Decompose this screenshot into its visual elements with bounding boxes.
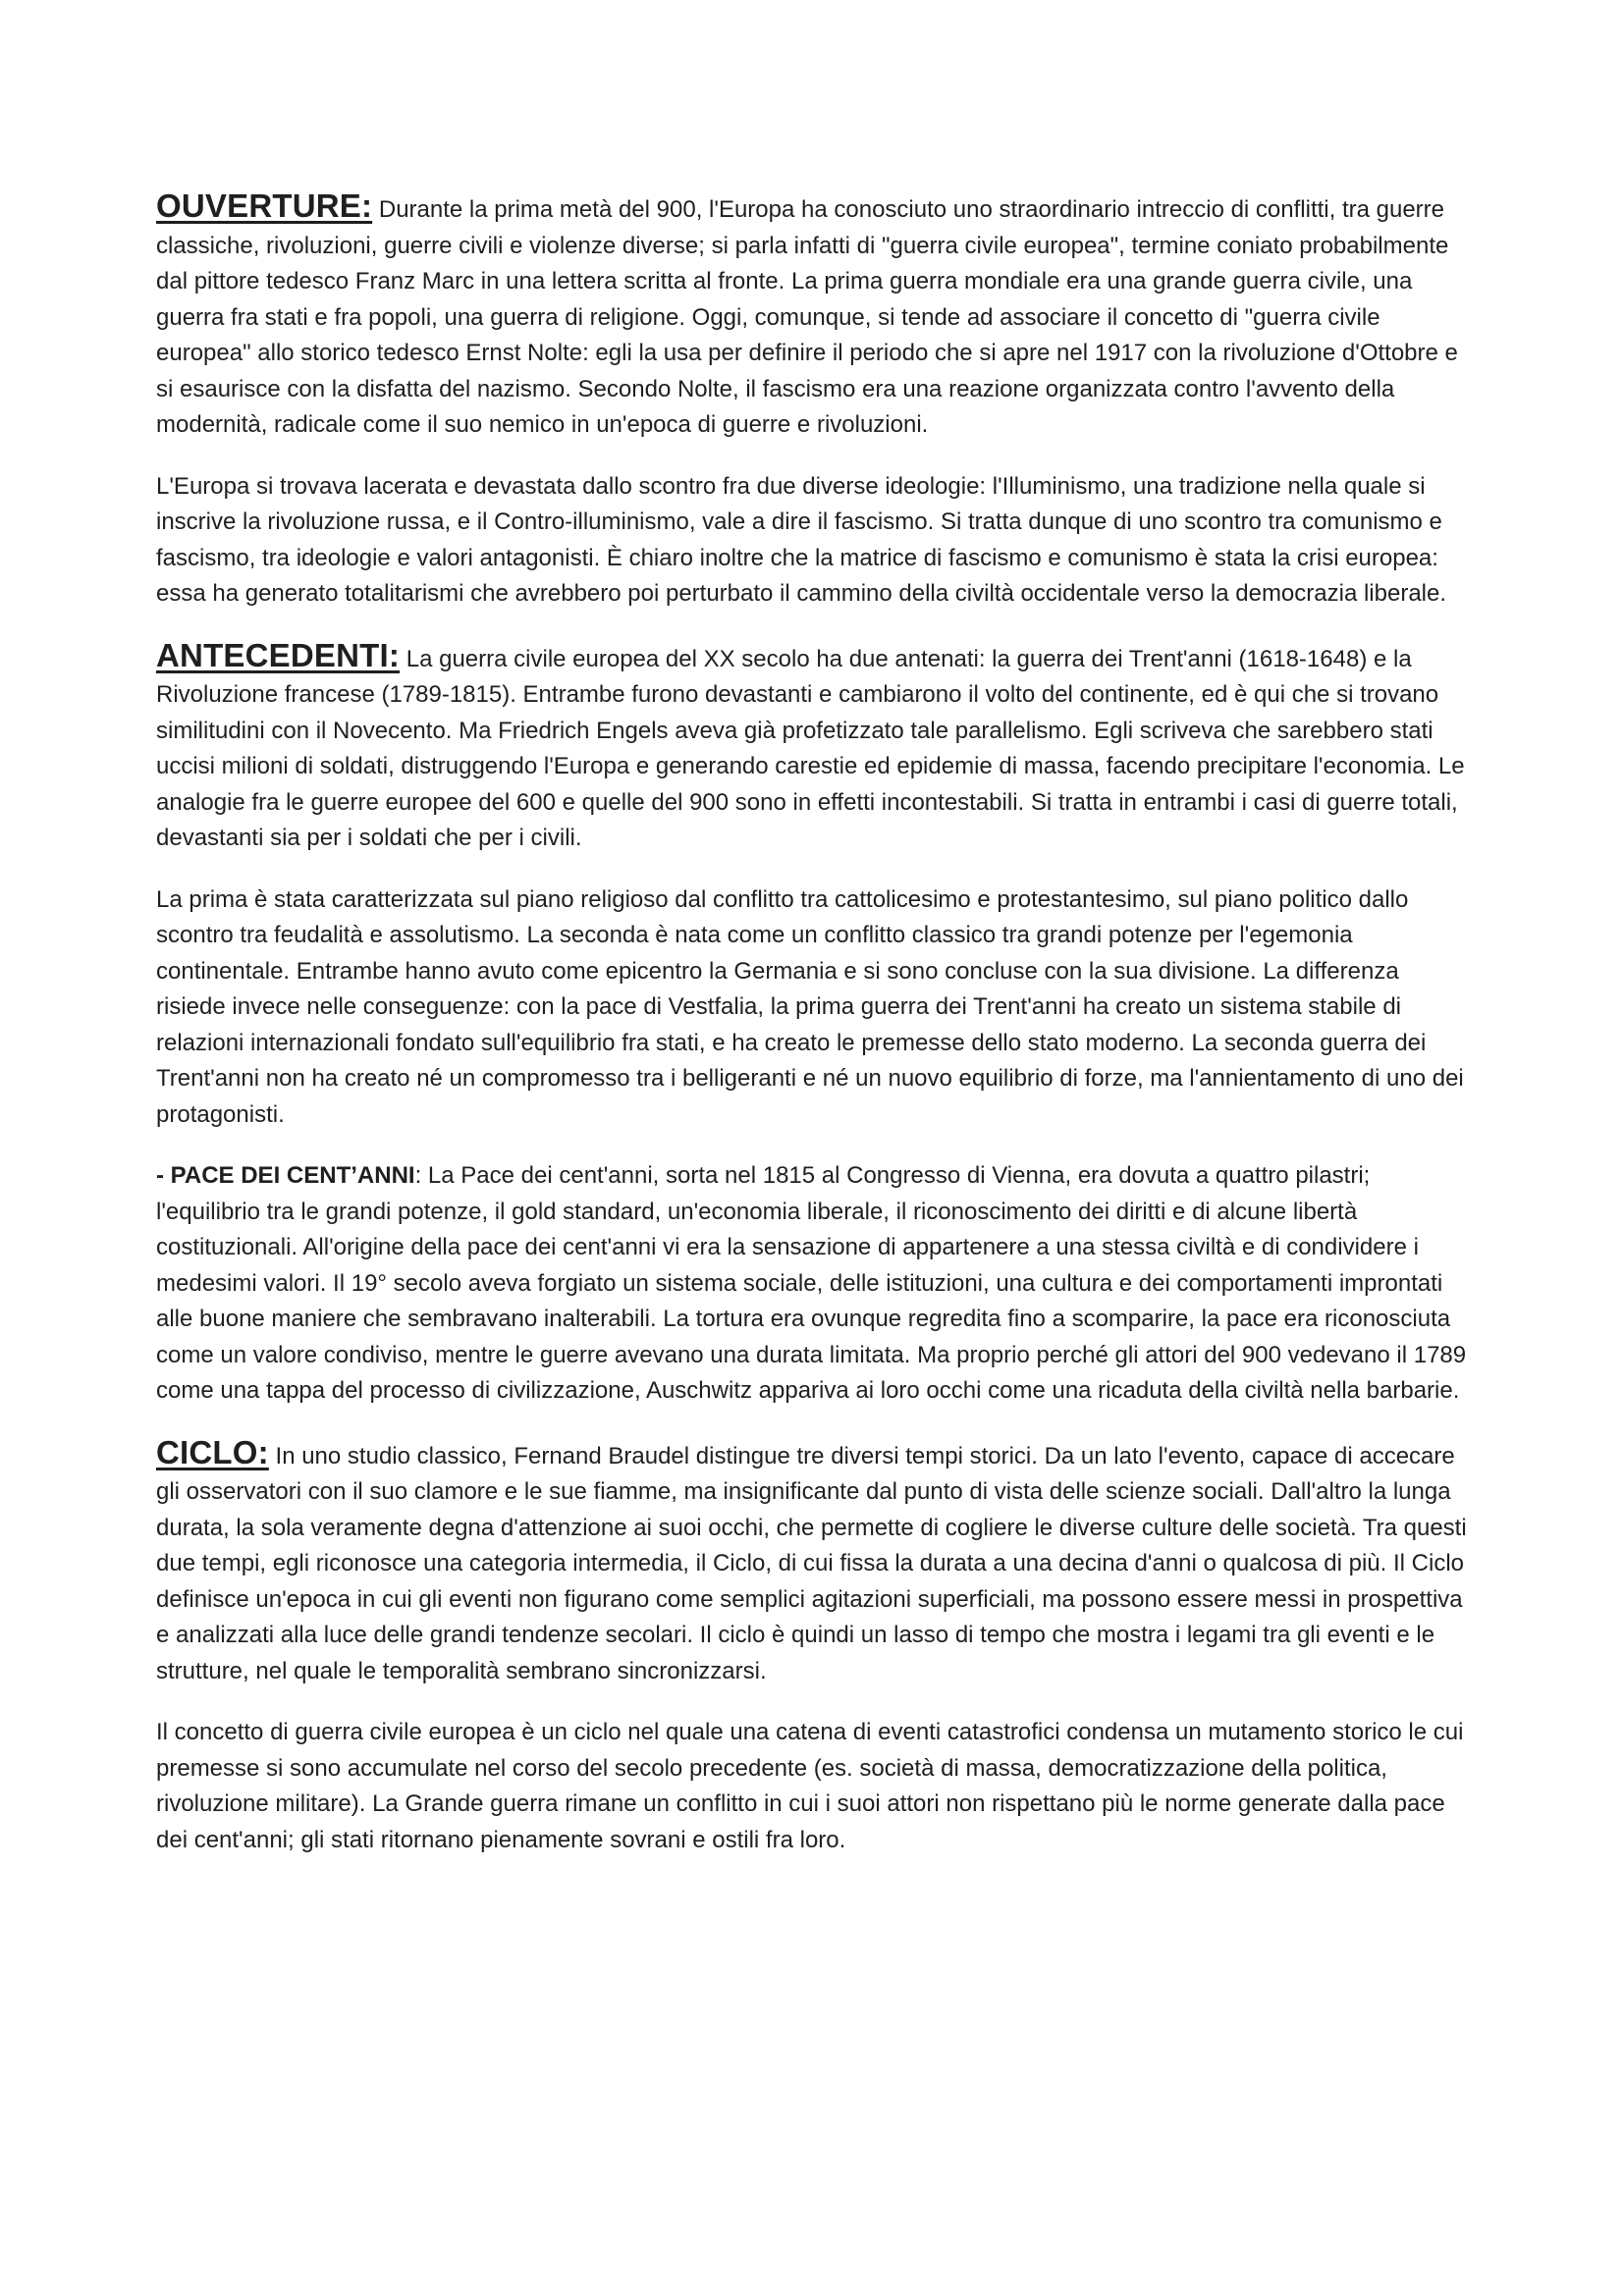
- ciclo-paragraph-2: Il concetto di guerra civile europea è un ciclo nel quale una catena di eventi catastrofici condensa un mutamento storico le cui premesse si sono accumulate nel corso del secolo precedente (es. società di massa, democratizzazione della politica, rivoluzione militare). La Grande guerra rimane un conflitto in cui i suoi attori non rispettano più le norme generate dalla pace dei cent'anni; gli stati ritornano pienamente sovrani e ostili fra loro.: [156, 1719, 1464, 1853]
- ouverture-paragraph: [156, 188, 1472, 444]
- document-body: [156, 188, 1472, 1884]
- pace-text: : La Pace dei cent'anni, sorta nel 1815 al Congresso di Vienna, era dovuta a quattro pilastri; l'equilibrio tra le grandi potenze, il gold standard, un'economia liberale, il riconoscimento dei diritti e di alcune libertà costituzionali. All'origine della pace dei cent'anni vi era la sensazione di appartenere a una stessa civiltà e di condividere i medesimi valori. Il 19° secolo aveva forgiato un sistema sociale, delle istituzioni, una cultura e dei comportamenti improntati alle buone maniere che sembravano inalterabili. La tortura era ovunque regredita fino a scomparire, la pace era riconosciuta come un valore condiviso, mentre le guerre avevano una durata limitata. Ma proprio perché gli attori del 900 vedevano il 1789 come una tappa del processo di civilizzazione, Auschwitz appariva ai loro occhi come una ricaduta della civiltà nella barbarie.: [156, 1162, 1467, 1404]
- ouverture-text: Durante la prima metà del 900, l'Europa ha conosciuto uno straordinario intreccio di conflitti, tra guerre classiche, rivoluzioni, guerre civili e violenze diverse; si parla infatti di "guerra civile europea", termine coniato probabilmente dal pittore tedesco Franz Marc in una lettera scritta al fronte. La prima guerra mondiale era una grande guerra civile, una guerra fra stati e fra popoli, una guerra di religione. Oggi, comunque, si tende ad associare il concetto di "guerra civile europea" allo storico tedesco Ernst Nolte: egli la usa per definire il periodo che si apre nel 1917 con la rivoluzione d'Ottobre e si esaurisce con la disfatta del nazismo. Secondo Nolte, il fascismo era una reazione organizzata contro l'avvento della modernità, radicale come il suo nemico in un'epoca di guerre e rivoluzioni.: [156, 196, 1458, 438]
- antecedenti-paragraph-2: La prima è stata caratterizzata sul piano religioso dal conflitto tra cattolicesimo e protestantesimo, sul piano politico dallo scontro tra feudalità e assolutismo. La seconda è nata come un conflitto classico tra grandi potenze per l'egemonia continentale. Entrambe hanno avuto come epicentro la Germania e si sono concluse con la sua divisione. La differenza risiede invece nelle conseguenze: con la pace di Vestfalia, la prima guerra dei Trent'anni ha creato un sistema stabile di relazioni internazionali fondato sull'equilibrio fra stati, e ha creato le premesse dello stato moderno. La seconda guerra dei Trent'anni non ha creato né un compromesso tra i belligeranti e né un nuovo equilibrio di forze, ma l'annientamento di uno dei protagonisti.: [156, 885, 1464, 1128]
- antecedenti-paragraph: [156, 638, 1472, 857]
- pace-paragraph: [156, 1158, 1472, 1410]
- ciclo-paragraph: [156, 1435, 1472, 1690]
- antecedenti-text: La guerra civile europea del XX secolo ha due antenati: la guerra dei Trent'anni (1618-1648) e la Rivoluzione francese (1789-1815). Entrambe furono devastanti e cambiarono il volto del continente, ed è qui che si trovano similitudini con il Novecento. Ma Friedrich Engels aveva già profetizzato tale parallelismo. Egli scriveva che sarebbero stati uccisi milioni di soldati, distruggendo l'Europa e generando carestie ed epidemie di massa, facendo precipitare l'economia. Le analogie fra le guerre europee del 600 e quelle del 900 sono in effetti incontestabili. Si tratta in entrambi i casi di guerre totali, devastanti sia per i soldati che per i civili.: [156, 645, 1465, 851]
- ciclo-text: In uno studio classico, Fernand Braudel distingue tre diversi tempi storici. Da un lato l'evento, capace di accecare gli osservatori con il suo clamore e le sue fiamme, ma insignificante dal punto di vista delle scienze sociali. Dall'altro la lunga durata, la sola veramente degna d'attenzione ai suoi occhi, che permette di cogliere le diverse culture delle società. Tra questi due tempi, egli riconosce una categoria intermedia, il Ciclo, di cui fissa la durata a una decina d'anni o qualcosa di più. Il Ciclo definisce un'epoca in cui gli eventi non figurano come semplici agitazioni superficiali, ma possono essere messi in prospettiva e analizzati alla luce delle grandi tendenze secolari. Il ciclo è quindi un lasso di tempo che mostra i legami tra gli eventi e le strutture, nel quale le temporalità sembrano sincronizzarsi.: [156, 1442, 1467, 1684]
- ouverture-paragraph-2: L'Europa si trovava lacerata e devastata dallo scontro fra due diverse ideologie: l'Illuminismo, una tradizione nella quale si inscrive la rivoluzione russa, e il Contro-illuminismo, vale a dire il fascismo. Si tratta dunque di uno scontro tra comunismo e fascismo, tra ideologie e valori antagonisti. È chiaro inoltre che la matrice di fascismo e comunismo è stata la crisi europea: essa ha generato totalitarismi che avrebbero poi perturbato il cammino della civiltà occidentale verso la democrazia liberale.: [156, 472, 1447, 607]
- subsection-heading-pace: - PACE DEI CENT’ANNI: [156, 1162, 415, 1189]
- section-heading-antecedenti: ANTECEDENTI:: [156, 636, 401, 673]
- section-heading-ciclo: CICLO:: [156, 1433, 269, 1470]
- section-heading-ouverture: OUVERTURE:: [156, 187, 373, 224]
